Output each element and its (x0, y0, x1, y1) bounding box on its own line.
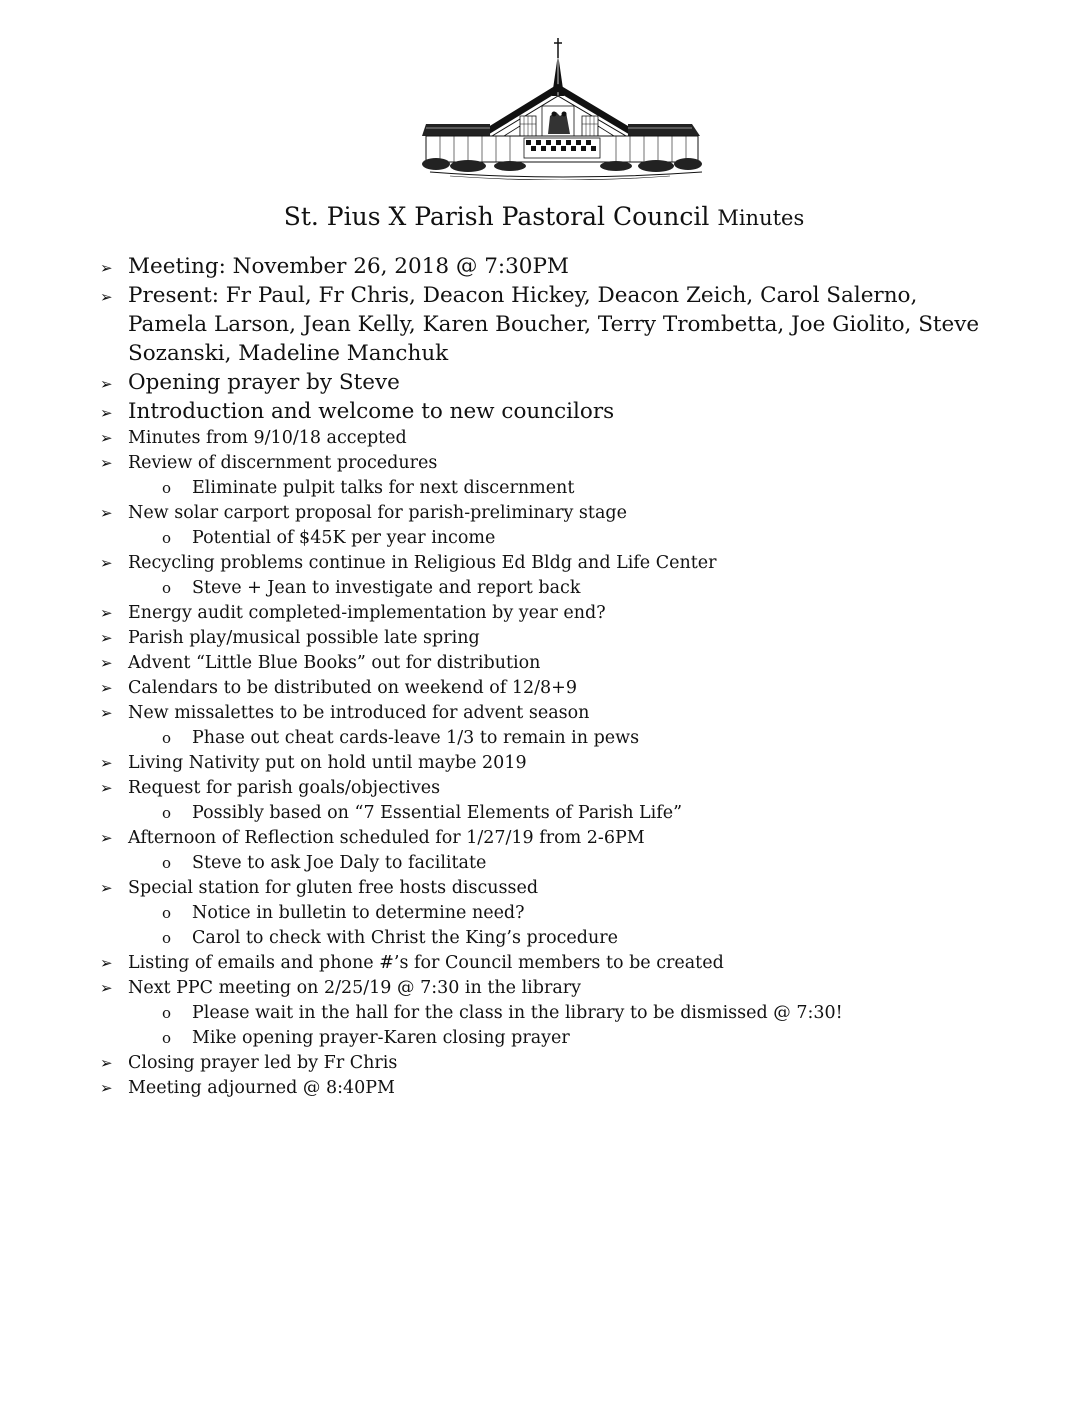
list-item-text: Opening prayer by Steve (128, 370, 400, 395)
sub-list-item: o Possibly based on “7 Essential Elements of Parish Life” (128, 801, 1000, 826)
sub-list (128, 476, 1000, 501)
sub-list-item: o Mike opening prayer-Karen closing prayer (128, 1026, 1000, 1051)
list-item-text: New solar carport proposal for parish-preliminary stage (128, 503, 627, 523)
list-item (100, 626, 1000, 651)
list-item-text: Next PPC meeting on 2/25/19 @ 7:30 in the library (128, 978, 582, 998)
list-item-text: Minutes from 9/10/18 accepted (128, 428, 407, 448)
sub-list-item: o Please wait in the hall for the class in the library to be dismissed @ 7:30! (128, 1001, 1000, 1026)
list-item (100, 368, 1000, 397)
sub-list-item: o Steve to ask Joe Daly to facilitate (128, 851, 1000, 876)
list-item-text: Closing prayer led by Fr Chris (128, 1053, 398, 1073)
sub-list (128, 576, 1000, 601)
list-item-text: Review of discernment procedures (128, 453, 438, 473)
list-item-text: Special station for gluten free hosts discussed (128, 878, 539, 898)
list-item-text: Advent “Little Blue Books” out for distribution (128, 653, 541, 673)
list-item-text: Calendars to be distributed on weekend of 12/8+9 (128, 678, 577, 698)
list-item-text: Energy audit completed-implementation by year end? (128, 603, 606, 623)
list-item-text: Meeting: November 26, 2018 @ 7:30PM (128, 254, 569, 279)
list-item (100, 397, 1000, 426)
church-logo (420, 36, 710, 180)
list-item (100, 601, 1000, 626)
list-item (100, 551, 1000, 601)
sub-list-item: o Steve + Jean to investigate and report back (128, 576, 1000, 601)
list-item (100, 751, 1000, 776)
sub-list (128, 1001, 1000, 1051)
list-item-text: Living Nativity put on hold until maybe 2019 (128, 753, 527, 773)
sub-list-item: o Potential of $45K per year income (128, 526, 1000, 551)
list-item (100, 252, 1000, 281)
sub-list-item: o Phase out cheat cards-leave 1/3 to remain in pews (128, 726, 1000, 751)
list-item (100, 1076, 1000, 1101)
list-item (100, 876, 1000, 951)
title-suffix: Minutes (717, 206, 805, 230)
sub-list (128, 901, 1000, 951)
list-item (100, 951, 1000, 976)
minutes-list (100, 252, 1000, 1101)
list-item (100, 826, 1000, 876)
list-item-text: Introduction and welcome to new councilors (128, 399, 615, 424)
list-item-text: Recycling problems continue in Religious Ed Bldg and Life Center (128, 553, 717, 573)
list-item (100, 451, 1000, 501)
list-item (100, 776, 1000, 826)
sub-list-item: o Notice in bulletin to determine need? (128, 901, 1000, 926)
list-item (100, 501, 1000, 551)
list-item (100, 281, 1000, 368)
list-item-text: Parish play/musical possible late spring (128, 628, 480, 648)
sub-list (128, 526, 1000, 551)
list-item (100, 976, 1000, 1051)
list-item (100, 426, 1000, 451)
title-main: St. Pius X Parish Pastoral Council (283, 202, 710, 231)
list-item (100, 1051, 1000, 1076)
sub-list (128, 851, 1000, 876)
page-title (0, 202, 1088, 231)
list-item-text: Request for parish goals/objectives (128, 778, 441, 798)
list-item (100, 676, 1000, 701)
sub-list-item: o Carol to check with Christ the King’s procedure (128, 926, 1000, 951)
list-item-text: Meeting adjourned @ 8:40PM (128, 1078, 395, 1098)
sub-list-item: o Eliminate pulpit talks for next discernment (128, 476, 1000, 501)
list-item (100, 651, 1000, 676)
list-item-text: New missalettes to be introduced for advent season (128, 703, 590, 723)
list-item-text: Afternoon of Reflection scheduled for 1/27/19 from 2-6PM (128, 828, 645, 848)
sub-list (128, 801, 1000, 826)
list-item (100, 701, 1000, 751)
sub-list (128, 726, 1000, 751)
list-item-text: Present: Fr Paul, Fr Chris, Deacon Hickey, Deacon Zeich, Carol Salerno, Pamela Larson, Jean Kelly, Karen Boucher, Terry Trombetta, Joe Giolito, Steve Sozanski, Madeline Manchuk (128, 283, 980, 366)
list-item-text: Listing of emails and phone #’s for Council members to be created (128, 953, 724, 973)
